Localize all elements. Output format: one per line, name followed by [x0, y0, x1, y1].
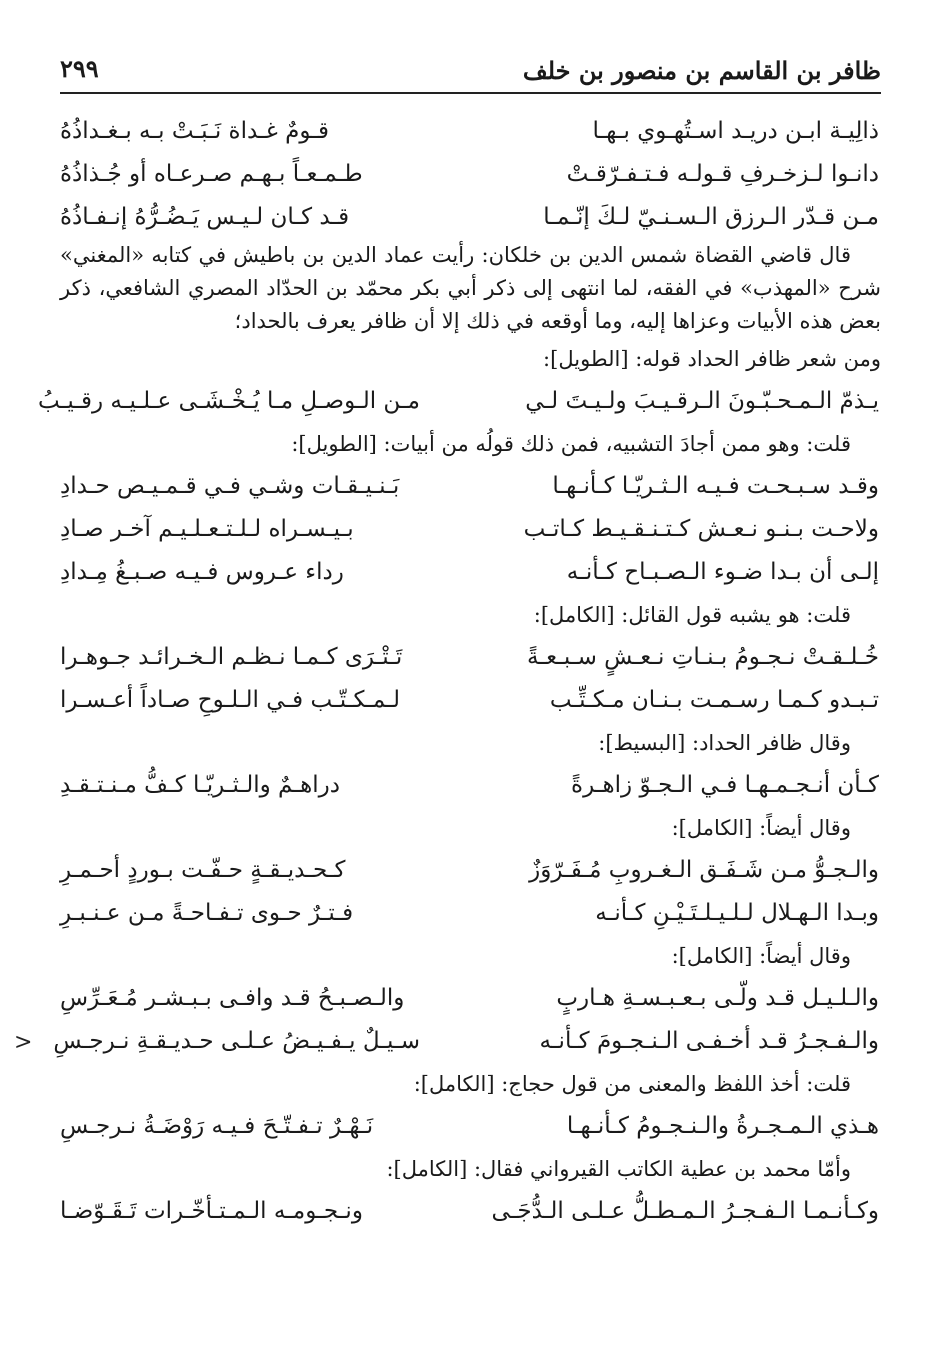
- verse-second-hemistich: طـمـعـاً بـهـم صـرعـاه أو جُـذاذُهُ: [60, 161, 363, 187]
- verse-first-hemistich: مـن قـدّر الـرزق الـسـنـيّ لـكَ إنّـمـا: [543, 204, 879, 230]
- verse-line: [60, 1105, 881, 1148]
- verse-intro: وأمّا محمد بن عطية الكاتب القيرواني فقال: [الكامل]:: [386, 1157, 851, 1181]
- verse-second-hemistich: قـومٌ غـداة نَـبَـتْ بـه بـغـداذُهُ: [60, 118, 329, 144]
- verse-first-hemistich: ذالِيـة ابـن دريـد اسـتُهـوي بـهـا: [592, 118, 879, 144]
- verse-line: [60, 196, 881, 239]
- verse-second-hemistich: فـتـرٌ حـوى تـفـاحـةً مـن عـنـبـرِ: [60, 900, 354, 926]
- page-body: [38, 110, 881, 1233]
- verse-first-hemistich: هـذي الـمـجـرةُ والـنـجـومُ كـأنـهـا: [566, 1113, 879, 1139]
- verse-first-hemistich: وكـأنـمـا الـفـجـرُ الـمـطـلُّ عـلـى الـدُّجَـى: [491, 1198, 879, 1224]
- verse-second-hemistich: تَـتْـرَى كـمـا نـظـم الـخـرائـد جـوهـرا: [60, 644, 403, 670]
- verse-second-hemistich: مـن الـوصـلِ مـا يُـخْـشَـى عـلـيـه رقـيـبُ: [38, 388, 420, 414]
- verse-line: [60, 110, 881, 153]
- verse-first-hemistich: والـلـيـل قـد ولّـى بـعـبـسـةِ هـاربٍ: [556, 985, 879, 1011]
- verse-line: [60, 849, 881, 892]
- verse-line: [60, 977, 881, 1020]
- page-number: ٢٩٩: [60, 54, 99, 83]
- verse-intro: وقال أيضاً: [الكامل]:: [671, 944, 851, 968]
- verse-first-hemistich: تـبـدو كـمـا رسـمـت بـنـان مـكـتِّـب: [549, 687, 879, 713]
- verse-second-hemistich: نَـهْـرٌ تـفـتّـحَ فـيـه رَوْضَـةُ نـرجـسِ: [60, 1113, 374, 1139]
- prose-paragraph: قال قاضي القضاة شمس الدين بن خلكان: رأيت عماد الدين بن باطيش في كتابه «المغني» شرح «المهذب» في الفقه، لما انتهى إلى ذكر أبي بكر محمّد بن الحدّاد المصري الشافعي، ذكر بعض هذه الأبيات وعزاها إليه، وما أوقعه في ذلك إلا أن ظافر يعرف بالحداد؛: [60, 243, 881, 333]
- verse-first-hemistich: وقـد سـبـحـت فـيـه الـثـريّـا كـأنـهـا: [552, 473, 879, 499]
- verse-line: [60, 1190, 881, 1233]
- verse-first-hemistich: ولاحـت بـنـو نـعـش كـتـنـقـيـط كـاتـب: [523, 516, 879, 542]
- verse-line: [60, 551, 881, 594]
- verse-second-hemistich: ونـجـومـه الـمـتـأخّـرات تَـقَـوّضـا: [60, 1198, 363, 1224]
- verse-line: [38, 380, 881, 423]
- verse-intro: قلت: هو يشبه قول القائل: [الكامل]:: [533, 603, 851, 627]
- verse-first-hemistich: والـفـجـرُ قـد أخـفـى الـنـجـومَ كـأنـه: [539, 1028, 879, 1054]
- page-header: [60, 52, 881, 94]
- verse-intro: ومن شعر ظافر الحداد قوله: [الطويل]:: [543, 347, 881, 371]
- running-title: ظافر بن القاسم بن منصور بن خلف: [522, 56, 881, 85]
- verse-second-hemistich: لـمـكـتّـب فـي الـلـوحِ صـاداً أعـسـرا: [60, 687, 400, 713]
- verse-line: [53, 1020, 881, 1063]
- verse-first-hemistich: دانـوا لـزخـرفِ قـولـه فـتـفـرّقـتْ: [566, 161, 879, 187]
- verse-first-hemistich: والـجـوُّ مـن شَـفَـق الـغـروبِ مُـفَـرّوَزٌ: [529, 857, 879, 883]
- verse-first-hemistich: خُـلـقـتْ نـجـومُ بـنـاتِ نـعـشٍ سـبـعـةً: [527, 644, 879, 670]
- verse-line: [60, 679, 881, 722]
- verse-second-hemistich: كـحـديـقـةٍ حـفّـت بـوردٍ أحـمـرِ: [60, 857, 346, 883]
- verse-second-hemistich: قـد كـان لـيـس يَـضُـرُّهُ إنـفـاذُهُ: [60, 204, 350, 230]
- verse-first-hemistich: إلـى أن بـدا ضـوء الـصـبـاح كـأنـه: [566, 559, 879, 585]
- verse-first-hemistich: كـأن أنـجـمـهـا فـي الـجـوّ زاهـرةً: [571, 772, 879, 798]
- verse-line: [60, 764, 881, 807]
- margin-mark: >: [14, 1030, 33, 1055]
- verse-second-hemistich: رداء عـروس فـيـه صـبـغُ مِـدادِ: [60, 559, 344, 585]
- verse-line: [60, 465, 881, 508]
- verse-intro: قلت: وهو ممن أجادَ التشبيه، فمن ذلك قولُه من أبيات: [الطويل]:: [291, 432, 851, 456]
- verse-second-hemistich: دراهـمٌ والـثـريّـا كـفُّ مـنـتـقـدِ: [60, 772, 340, 798]
- verse-second-hemistich: سـيـلٌ يـفـيـضُ عـلـى حـديـقـةِ نـرجـسِ: [53, 1028, 420, 1054]
- verse-intro: وقال أيضاً: [الكامل]:: [671, 816, 851, 840]
- verse-line: [60, 153, 881, 196]
- verse-intro: قلت: أخذ اللفظ والمعنى من قول حجاج: [الكامل]:: [413, 1072, 851, 1096]
- verse-intro: وقال ظافر الحداد: [البسيط]:: [598, 731, 851, 755]
- verse-line: [60, 892, 881, 935]
- verse-first-hemistich: يـذمّ الـمـحـبّـونَ الـرقـيـبَ ولـيـتَ لـي: [525, 388, 879, 414]
- verse-second-hemistich: بَـنـيـقـات وشـي فـي قـمـيـص حـدادِ: [60, 473, 400, 499]
- verse-line: [60, 508, 881, 551]
- verse-first-hemistich: وبـدا الـهـلال لـلـيـلـتَـيْـنِ كـأنـه: [595, 900, 879, 926]
- verse-line: [60, 636, 881, 679]
- verse-second-hemistich: والـصـبـحُ قـد وافـى بـبـشـر مُـعَـرِّسِ: [60, 985, 405, 1011]
- verse-second-hemistich: بـيـسـراه لـلـتـعـلـيـم آخـر صـادِ: [60, 516, 354, 542]
